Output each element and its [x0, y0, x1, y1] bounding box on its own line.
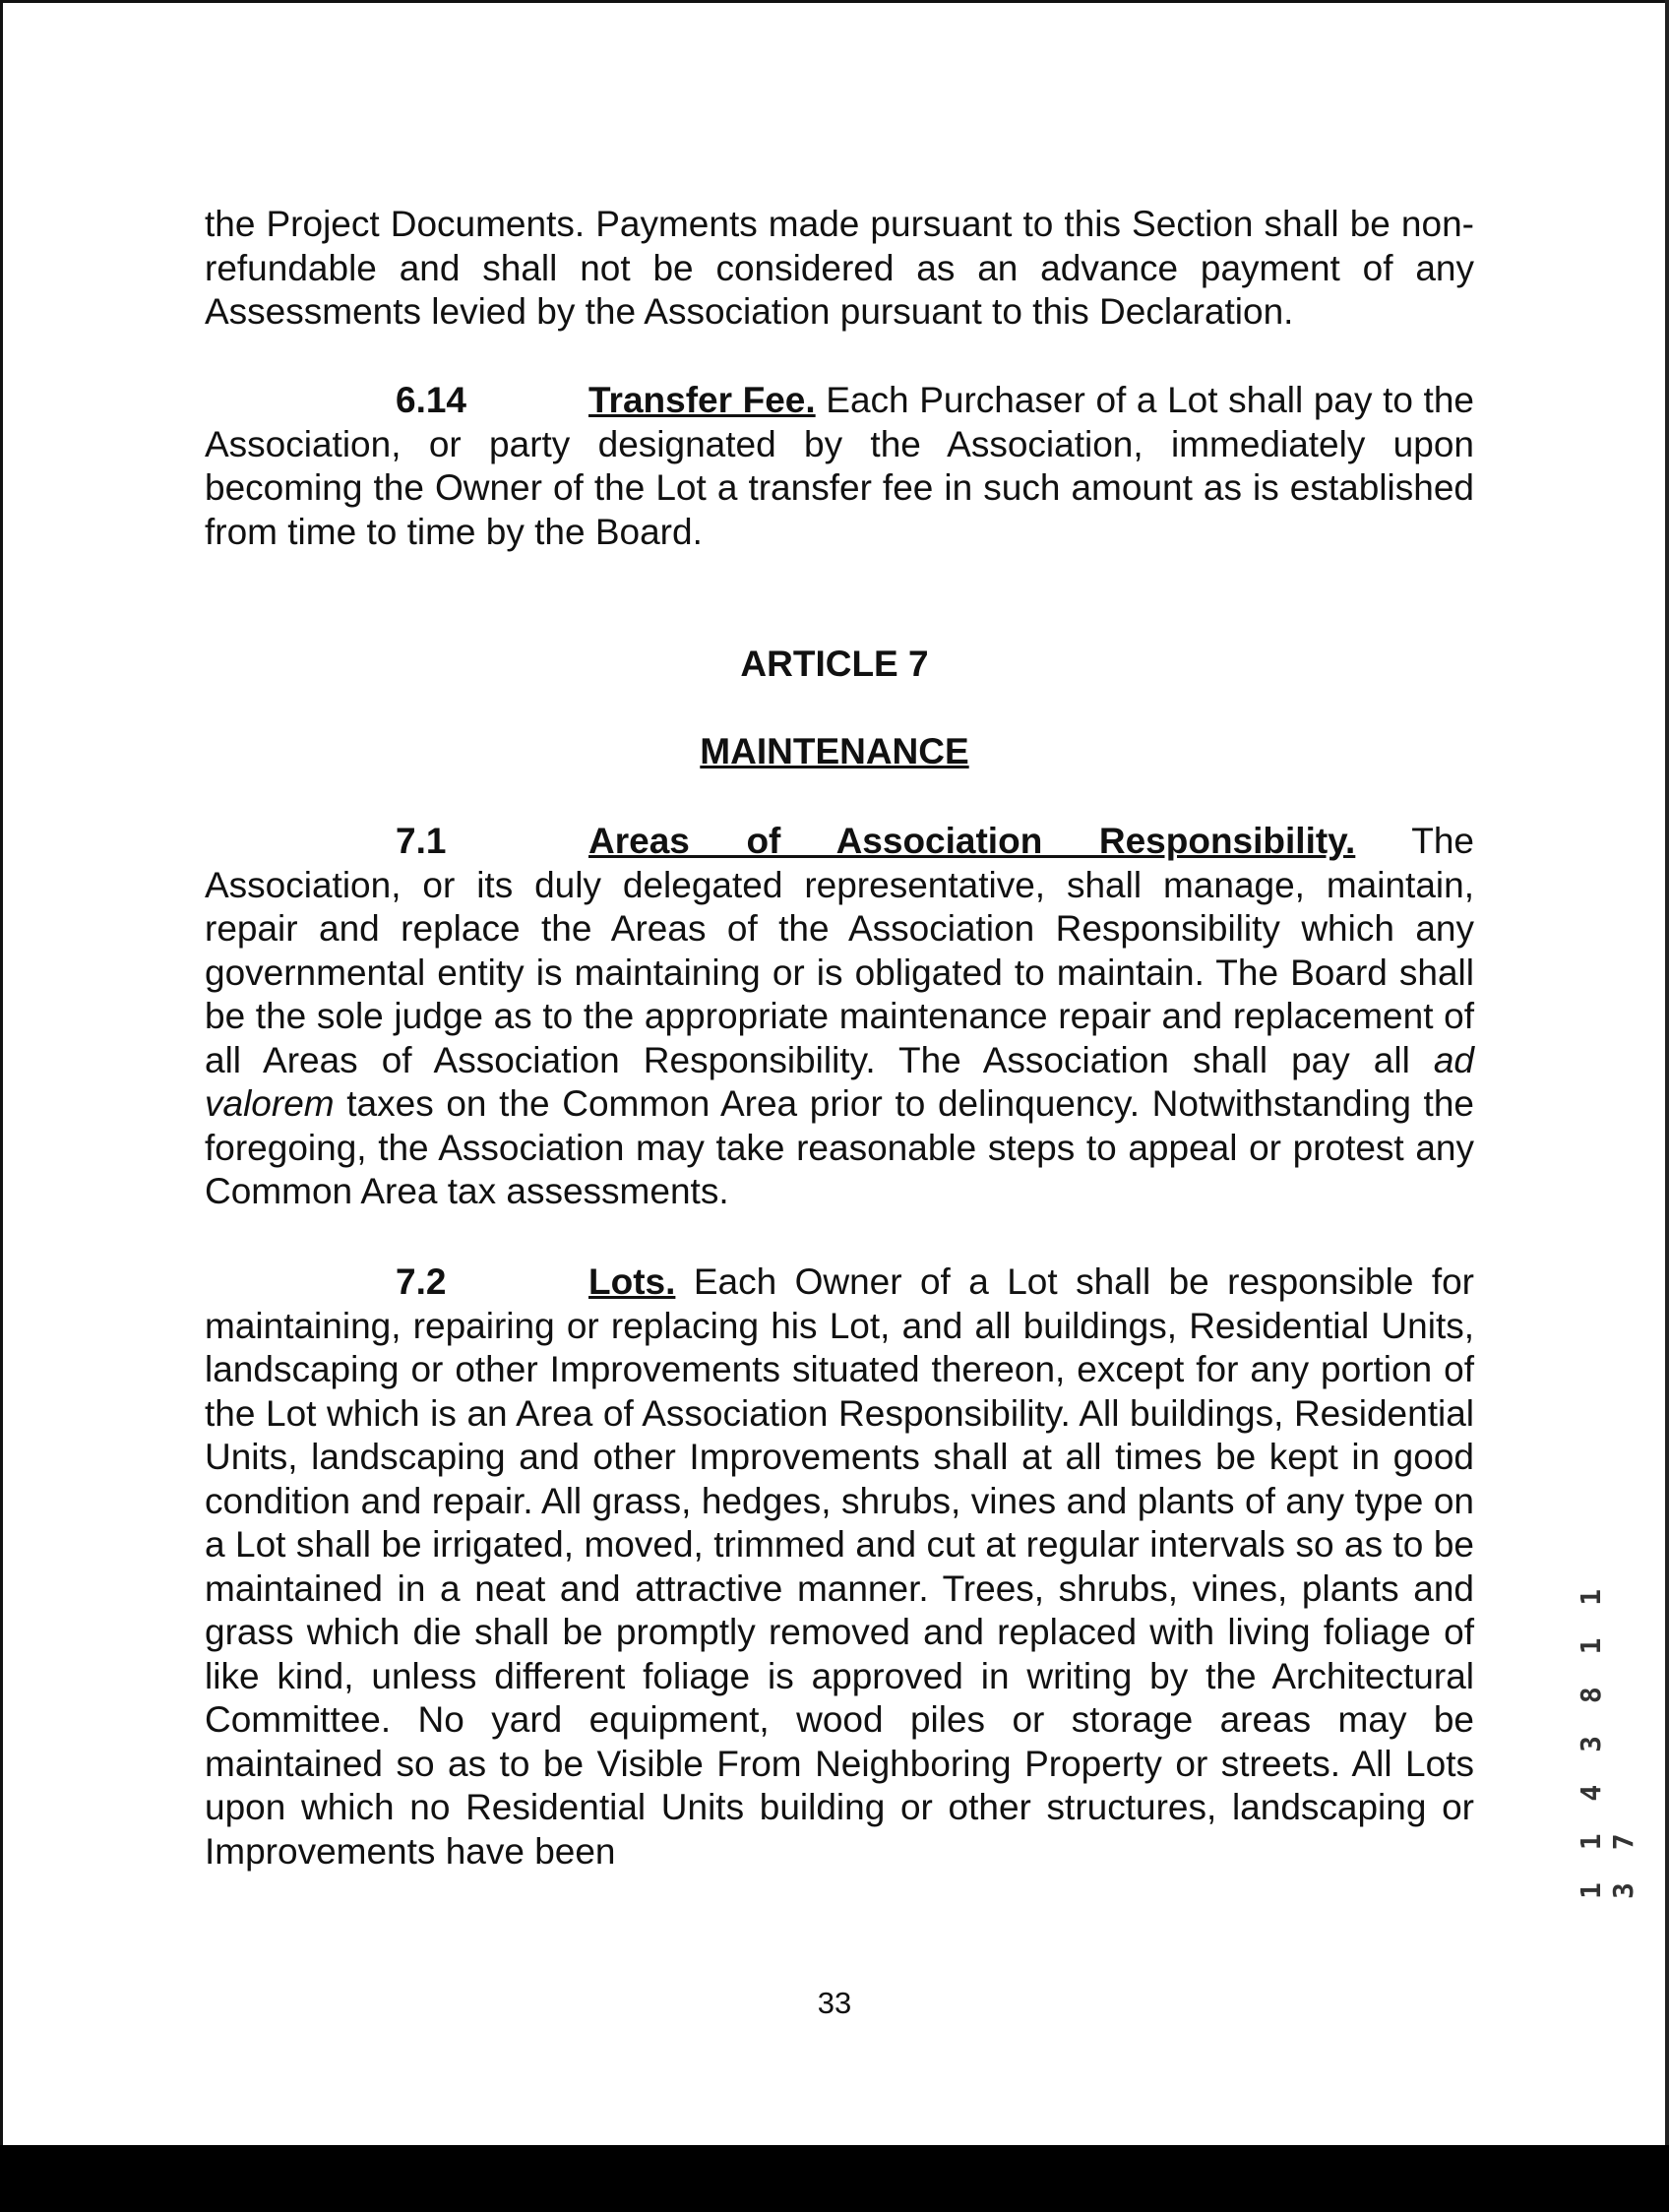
section-title: Transfer Fee.: [588, 380, 816, 420]
intro-paragraph: [205, 203, 1474, 335]
intro-text: the Project Documents. Payments made pursuant to this Section shall be non-refundable and shall not be considered as an advance payment of any Assessments levied by the Association pursuant to this Declaration.: [205, 204, 1474, 332]
section-number: 7.2: [396, 1261, 447, 1302]
section-text: Each Purchaser of a Lot shall pay to the Association, or party designated by the Association, immediately upon becoming the Owner of the Lot a transfer fee in such amount as is established from time to time by the Board.: [205, 380, 1474, 552]
scan-border-left: [0, 0, 3, 2145]
section-title: Areas of Association Responsibility.: [588, 821, 1356, 861]
section-7-1: [205, 820, 1474, 1214]
scan-border-right: [1665, 0, 1669, 2145]
section-text-part-2: taxes on the Common Area prior to delinquency. Notwithstanding the foregoing, the Association may take reasonable steps to appeal or protest any Common Area tax assessments.: [205, 1083, 1474, 1211]
scan-border-top: [0, 0, 1669, 3]
section-6-14: [205, 379, 1474, 554]
page-number: 33: [817, 1986, 852, 2020]
section-number: 7.1: [396, 821, 447, 861]
article-number: ARTICLE 7: [740, 644, 929, 684]
section-7-2: [205, 1260, 1474, 1874]
article-title: MAINTENANCE: [700, 731, 969, 771]
section-number: 6.14: [396, 380, 467, 420]
section-text: Each Owner of a Lot shall be responsible for maintaining, repairing or replacing his Lot, and all buildings, Residential Units, landscaping or other Improvements situated thereon, except for any portion of the Lot which is an Area of Association Responsibility. All buildings, Residential Units, landscaping and other Improvements shall at all times be kept in good condition and repair. All grass, hedges, shrubs, vines and plants of any type on a Lot shall be irrigated, moved, trimmed and cut at regular intervals so as to be maintained in a neat and attractive manner. Trees, shrubs, vines, plants and grass which die shall be promptly removed and replaced with living foliage of like kind, unless different foliage is approved in writing by the Architectural Committee. No yard equipment, wood piles or storage areas may be maintained so as to be Visible From Neighboring Property or streets. All Lots upon which no Residential Units building or other structures, landscaping or Improvements have been: [205, 1261, 1474, 1872]
section-text-part-1: The Association, or its duly delegated representative, shall manage, maintain, repair and replace the Areas of the Association Responsibility which any governmental entity is maintaining or is obligated to maintain. The Board shall be the sole judge as to the appropriate maintenance repair and replacement of all Areas of Association Responsibility. The Association shall pay all: [205, 821, 1474, 1080]
section-text-italic: ad valorem: [205, 1039, 1474, 1124]
section-title: Lots.: [588, 1261, 676, 1302]
scan-border-bottom: [0, 2145, 1669, 2212]
recording-stamp: 1 1 4 3 8 1 1 3 7: [1575, 1580, 1639, 1899]
